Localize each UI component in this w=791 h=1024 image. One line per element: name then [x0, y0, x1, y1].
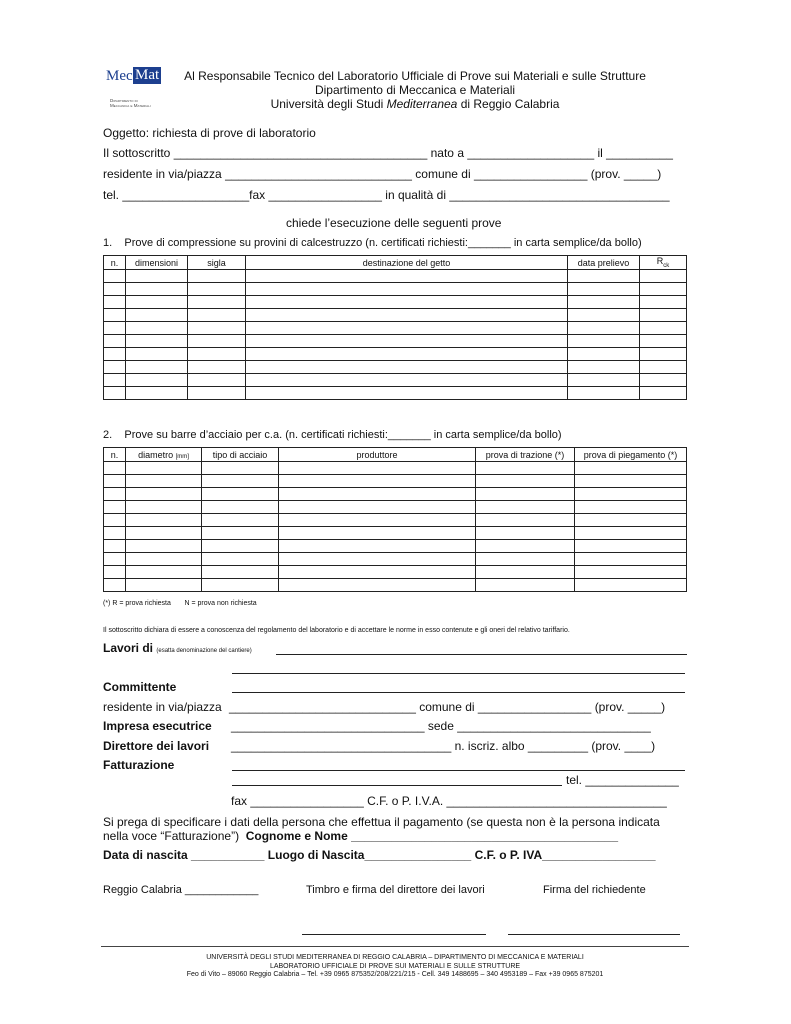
reggio-date-field[interactable]: Reggio Calabria ____________ [103, 884, 259, 896]
table-cell[interactable] [126, 361, 188, 374]
table-row [104, 322, 687, 335]
table-cell[interactable] [246, 309, 568, 322]
col-prova-trazione: prova di trazione (*) [476, 448, 575, 462]
table-cell[interactable] [126, 309, 188, 322]
table-cell[interactable] [126, 462, 202, 475]
direttore-label: Direttore dei lavori [103, 739, 210, 753]
table-cell[interactable] [476, 475, 575, 488]
table-cell[interactable] [104, 462, 126, 475]
col-produttore: produttore [279, 448, 476, 462]
table-cell[interactable] [104, 488, 126, 501]
table-cell[interactable] [246, 348, 568, 361]
table-cell[interactable] [126, 348, 188, 361]
table-cell[interactable] [476, 462, 575, 475]
table-cell[interactable] [575, 553, 687, 566]
table-cell[interactable] [476, 514, 575, 527]
col-diametro: diametro [mm] [126, 448, 202, 462]
col-n: n. [104, 448, 126, 462]
table-cell[interactable] [104, 296, 126, 309]
field-sottoscritto[interactable]: Il sottoscritto ______________________________________ nato a ___________________ il __________ [103, 146, 673, 160]
table-cell[interactable] [104, 361, 126, 374]
table-cell[interactable] [188, 296, 246, 309]
header-line-3: Università degli Studi Mediterranea di Reggio Calabria [270, 97, 560, 111]
table-cell[interactable] [568, 361, 640, 374]
lavori-label: Lavori di (esatta denominazione del cantiere) [103, 641, 252, 655]
table-cell[interactable] [188, 283, 246, 296]
table-cell[interactable] [568, 387, 640, 400]
table-cell[interactable] [568, 283, 640, 296]
table-cell[interactable] [640, 309, 687, 322]
header-line-1: Al Responsabile Tecnico del Laboratorio Ufficiale di Prove sui Materiali e sulle Strutture [184, 69, 646, 83]
table-cell[interactable] [476, 566, 575, 579]
table-cell[interactable] [104, 374, 126, 387]
table-cell[interactable] [575, 540, 687, 553]
lavori-line-2[interactable] [232, 673, 685, 674]
table-cell[interactable] [640, 387, 687, 400]
table-header-row [104, 256, 687, 270]
table-cell[interactable] [104, 514, 126, 527]
logo-subtitle: Dipartimento di Meccanica e Materiali [110, 98, 151, 108]
table-cell[interactable] [279, 488, 476, 501]
logo-mec: Mec [106, 68, 133, 84]
table-cell[interactable] [126, 374, 188, 387]
steel-tests-table [103, 447, 687, 592]
committente-label: Committente [103, 680, 177, 694]
impresa-label: Impresa esecutrice [103, 719, 212, 733]
col-sigla: sigla [188, 256, 246, 270]
table-cell[interactable] [202, 488, 279, 501]
table-cell[interactable] [104, 387, 126, 400]
table-row [104, 527, 687, 540]
oggetto: Oggetto: richiesta di prove di laboratorio [103, 126, 316, 140]
table-row [104, 335, 687, 348]
tel2-field[interactable]: tel. ______________ [566, 773, 679, 787]
table-cell[interactable] [476, 488, 575, 501]
table-row [104, 501, 687, 514]
signature-line-richiedente[interactable] [508, 934, 680, 935]
table-row [104, 475, 687, 488]
fatturazione-line-1[interactable] [232, 770, 685, 771]
table-cell[interactable] [126, 540, 202, 553]
table-cell[interactable] [568, 348, 640, 361]
prega-line-2: nella voce “Fatturazione”) Cognome e Nome ________________________________________ [103, 829, 619, 843]
footer: UNIVERSITÀ DEGLI STUDI MEDITERRANEA DI REGGIO CALABRIA – DIPARTIMENTO DI MECCANICA E MATERIALI LABORATORIO UFFICIALE DI PROVE SUI MATERIALI E SULLE STRUTTURE Feo di Vito – 89060 Reggio Calabria – Tel. +39 0965 875352/208/221/215 - Cell. 349 1488695 – 340 4953189 – Fax +39 0965 875201 [186, 954, 604, 978]
table-row [104, 270, 687, 283]
table-cell[interactable] [568, 322, 640, 335]
logo-mat: Mat [135, 67, 160, 83]
table-cell[interactable] [202, 475, 279, 488]
table-cell[interactable] [279, 553, 476, 566]
table-cell[interactable] [104, 348, 126, 361]
table-cell[interactable] [126, 501, 202, 514]
table-cell[interactable] [568, 309, 640, 322]
timbro-label: Timbro e firma del direttore dei lavori [306, 884, 485, 896]
chiede-heading: chiede l’esecuzione delle seguenti prove [286, 216, 502, 230]
table-cell[interactable] [575, 579, 687, 592]
table-cell[interactable] [126, 475, 202, 488]
table-cell[interactable] [188, 374, 246, 387]
table-cell[interactable] [126, 566, 202, 579]
table-cell[interactable] [202, 462, 279, 475]
table-cell[interactable] [188, 335, 246, 348]
table-cell[interactable] [279, 540, 476, 553]
table-cell[interactable] [188, 309, 246, 322]
firma-label: Firma del richiedente [543, 884, 646, 896]
table-cell[interactable] [126, 527, 202, 540]
table-cell[interactable] [575, 566, 687, 579]
table-row [104, 348, 687, 361]
table-cell[interactable] [104, 579, 126, 592]
table-cell[interactable] [246, 387, 568, 400]
table-cell[interactable] [246, 374, 568, 387]
table-cell[interactable] [126, 283, 188, 296]
section2-title: 2. Prove su barre d’acciaio per c.a. (n. certificati richiesti:_______ in carta semplice/da bollo) [103, 429, 562, 441]
committente-line[interactable] [232, 692, 685, 693]
table-cell[interactable] [188, 361, 246, 374]
table-cell[interactable] [188, 270, 246, 283]
col-rck: $R_{ck}$ [640, 256, 687, 270]
table-row [104, 387, 687, 400]
nascita-field[interactable]: Data di nascita ___________ Luogo di Nascita________________ C.F. o P. IVA_________________ [103, 848, 656, 862]
table-cell[interactable] [202, 566, 279, 579]
table-cell[interactable] [476, 553, 575, 566]
table-cell[interactable] [246, 270, 568, 283]
legend-note: (*) R = prova richiesta N = prova non richiesta [103, 600, 257, 607]
table-row [104, 462, 687, 475]
table-cell[interactable] [246, 296, 568, 309]
table-cell[interactable] [126, 335, 188, 348]
table-cell[interactable] [126, 270, 188, 283]
table-cell[interactable] [104, 566, 126, 579]
direttore-field[interactable]: _________________________________ n. iscriz. albo _________ (prov. ____) [231, 739, 656, 753]
table-cell[interactable] [279, 462, 476, 475]
table-cell[interactable] [279, 501, 476, 514]
table-cell[interactable] [640, 270, 687, 283]
table-cell[interactable] [126, 553, 202, 566]
table-cell[interactable] [640, 348, 687, 361]
table-cell[interactable] [476, 501, 575, 514]
table-row [104, 579, 687, 592]
col-prova-piegamento: prova di piegamento (*) [575, 448, 687, 462]
col-tipo-acciaio: tipo di acciaio [202, 448, 279, 462]
table-cell[interactable] [202, 579, 279, 592]
table-cell[interactable] [104, 322, 126, 335]
table-row [104, 540, 687, 553]
table-cell[interactable] [126, 322, 188, 335]
table-row [104, 309, 687, 322]
col-n: n. [104, 256, 126, 270]
table-cell[interactable] [640, 283, 687, 296]
table-cell[interactable] [246, 283, 568, 296]
table-cell[interactable] [104, 553, 126, 566]
table-cell[interactable] [246, 335, 568, 348]
table-row [104, 283, 687, 296]
table-cell[interactable] [126, 488, 202, 501]
table-row [104, 553, 687, 566]
table-cell[interactable] [188, 387, 246, 400]
table-cell[interactable] [246, 361, 568, 374]
table-cell[interactable] [279, 566, 476, 579]
table-cell[interactable] [202, 527, 279, 540]
field-residente[interactable]: residente in via/piazza ____________________________ comune di _________________ (prov. _____) [103, 167, 662, 181]
table-cell[interactable] [640, 322, 687, 335]
table-cell[interactable] [126, 514, 202, 527]
table-cell[interactable] [279, 475, 476, 488]
table-cell[interactable] [126, 579, 202, 592]
fatturazione-line-2[interactable] [232, 785, 562, 786]
lavori-line-1[interactable] [276, 654, 687, 655]
table-cell[interactable] [575, 462, 687, 475]
table-cell[interactable] [104, 270, 126, 283]
table-row [104, 361, 687, 374]
table-cell[interactable] [126, 387, 188, 400]
prega-line-1: Si prega di specificare i dati della persona che effettua il pagamento (se questa non è la persona indicata [103, 815, 660, 829]
residente2-label: residente in via/piazza [103, 700, 222, 714]
table-cell[interactable] [202, 540, 279, 553]
table-cell[interactable] [188, 348, 246, 361]
impresa-field[interactable]: _____________________________ sede _____________________________ [231, 719, 651, 733]
fax2-field[interactable]: fax _________________ C.F. o P. I.V.A. _________________________________ [231, 794, 667, 808]
table-cell[interactable] [568, 374, 640, 387]
col-data-prelievo: data prelievo [568, 256, 640, 270]
table-row [104, 296, 687, 309]
table-cell[interactable] [104, 335, 126, 348]
table-cell[interactable] [104, 283, 126, 296]
table-cell[interactable] [188, 322, 246, 335]
table-cell[interactable] [246, 322, 568, 335]
table-cell[interactable] [575, 488, 687, 501]
table-header-row [104, 448, 687, 462]
table-cell[interactable] [202, 553, 279, 566]
table-row [104, 514, 687, 527]
header-line-2: Dipartimento di Meccanica e Materiali [314, 83, 516, 97]
table-cell[interactable] [575, 514, 687, 527]
table-cell[interactable] [640, 296, 687, 309]
table-cell[interactable] [104, 501, 126, 514]
col-destinazione: destinazione del getto [246, 256, 568, 270]
fatturazione-label: Fatturazione [103, 758, 175, 772]
table-cell[interactable] [104, 540, 126, 553]
table-cell[interactable] [279, 527, 476, 540]
table-cell[interactable] [568, 270, 640, 283]
table-cell[interactable] [476, 579, 575, 592]
table-cell[interactable] [202, 514, 279, 527]
concrete-tests-table [103, 255, 687, 400]
table-cell[interactable] [640, 374, 687, 387]
table-cell[interactable] [279, 579, 476, 592]
residente2-field[interactable]: ____________________________ comune di _________________ (prov. _____) [229, 700, 666, 714]
table-cell[interactable] [104, 527, 126, 540]
cognome-field[interactable]: Cognome e Nome ________________________________________ [245, 829, 619, 843]
table-cell[interactable] [476, 527, 575, 540]
table-cell[interactable] [640, 335, 687, 348]
table-cell[interactable] [568, 296, 640, 309]
table-cell[interactable] [104, 309, 126, 322]
declaration-text: Il sottoscritto dichiara di essere a conoscenza del regolamento del laboratorio e di accettare le norme in esso contenute e gli oneri del relativo tariffario. [103, 627, 570, 634]
mecmat-logo [106, 67, 160, 84]
table-cell[interactable] [126, 296, 188, 309]
table-cell[interactable] [568, 335, 640, 348]
table-cell[interactable] [279, 514, 476, 527]
table-row [104, 488, 687, 501]
footer-divider [101, 946, 689, 947]
section1-title: 1. Prove di compressione su provini di calcestruzzo (n. certificati richiesti:_______ in carta semplice/da bollo) [103, 237, 642, 249]
table-cell[interactable] [640, 361, 687, 374]
table-cell[interactable] [575, 475, 687, 488]
table-cell[interactable] [202, 501, 279, 514]
table-cell[interactable] [575, 501, 687, 514]
field-tel-fax[interactable]: tel. ___________________fax _________________ in qualità di _________________________________ [103, 188, 670, 202]
table-cell[interactable] [476, 540, 575, 553]
signature-line-direttore[interactable] [302, 934, 486, 935]
table-row [104, 566, 687, 579]
table-cell[interactable] [575, 527, 687, 540]
table-row [104, 374, 687, 387]
col-dimensioni: dimensioni [126, 256, 188, 270]
table-cell[interactable] [104, 475, 126, 488]
